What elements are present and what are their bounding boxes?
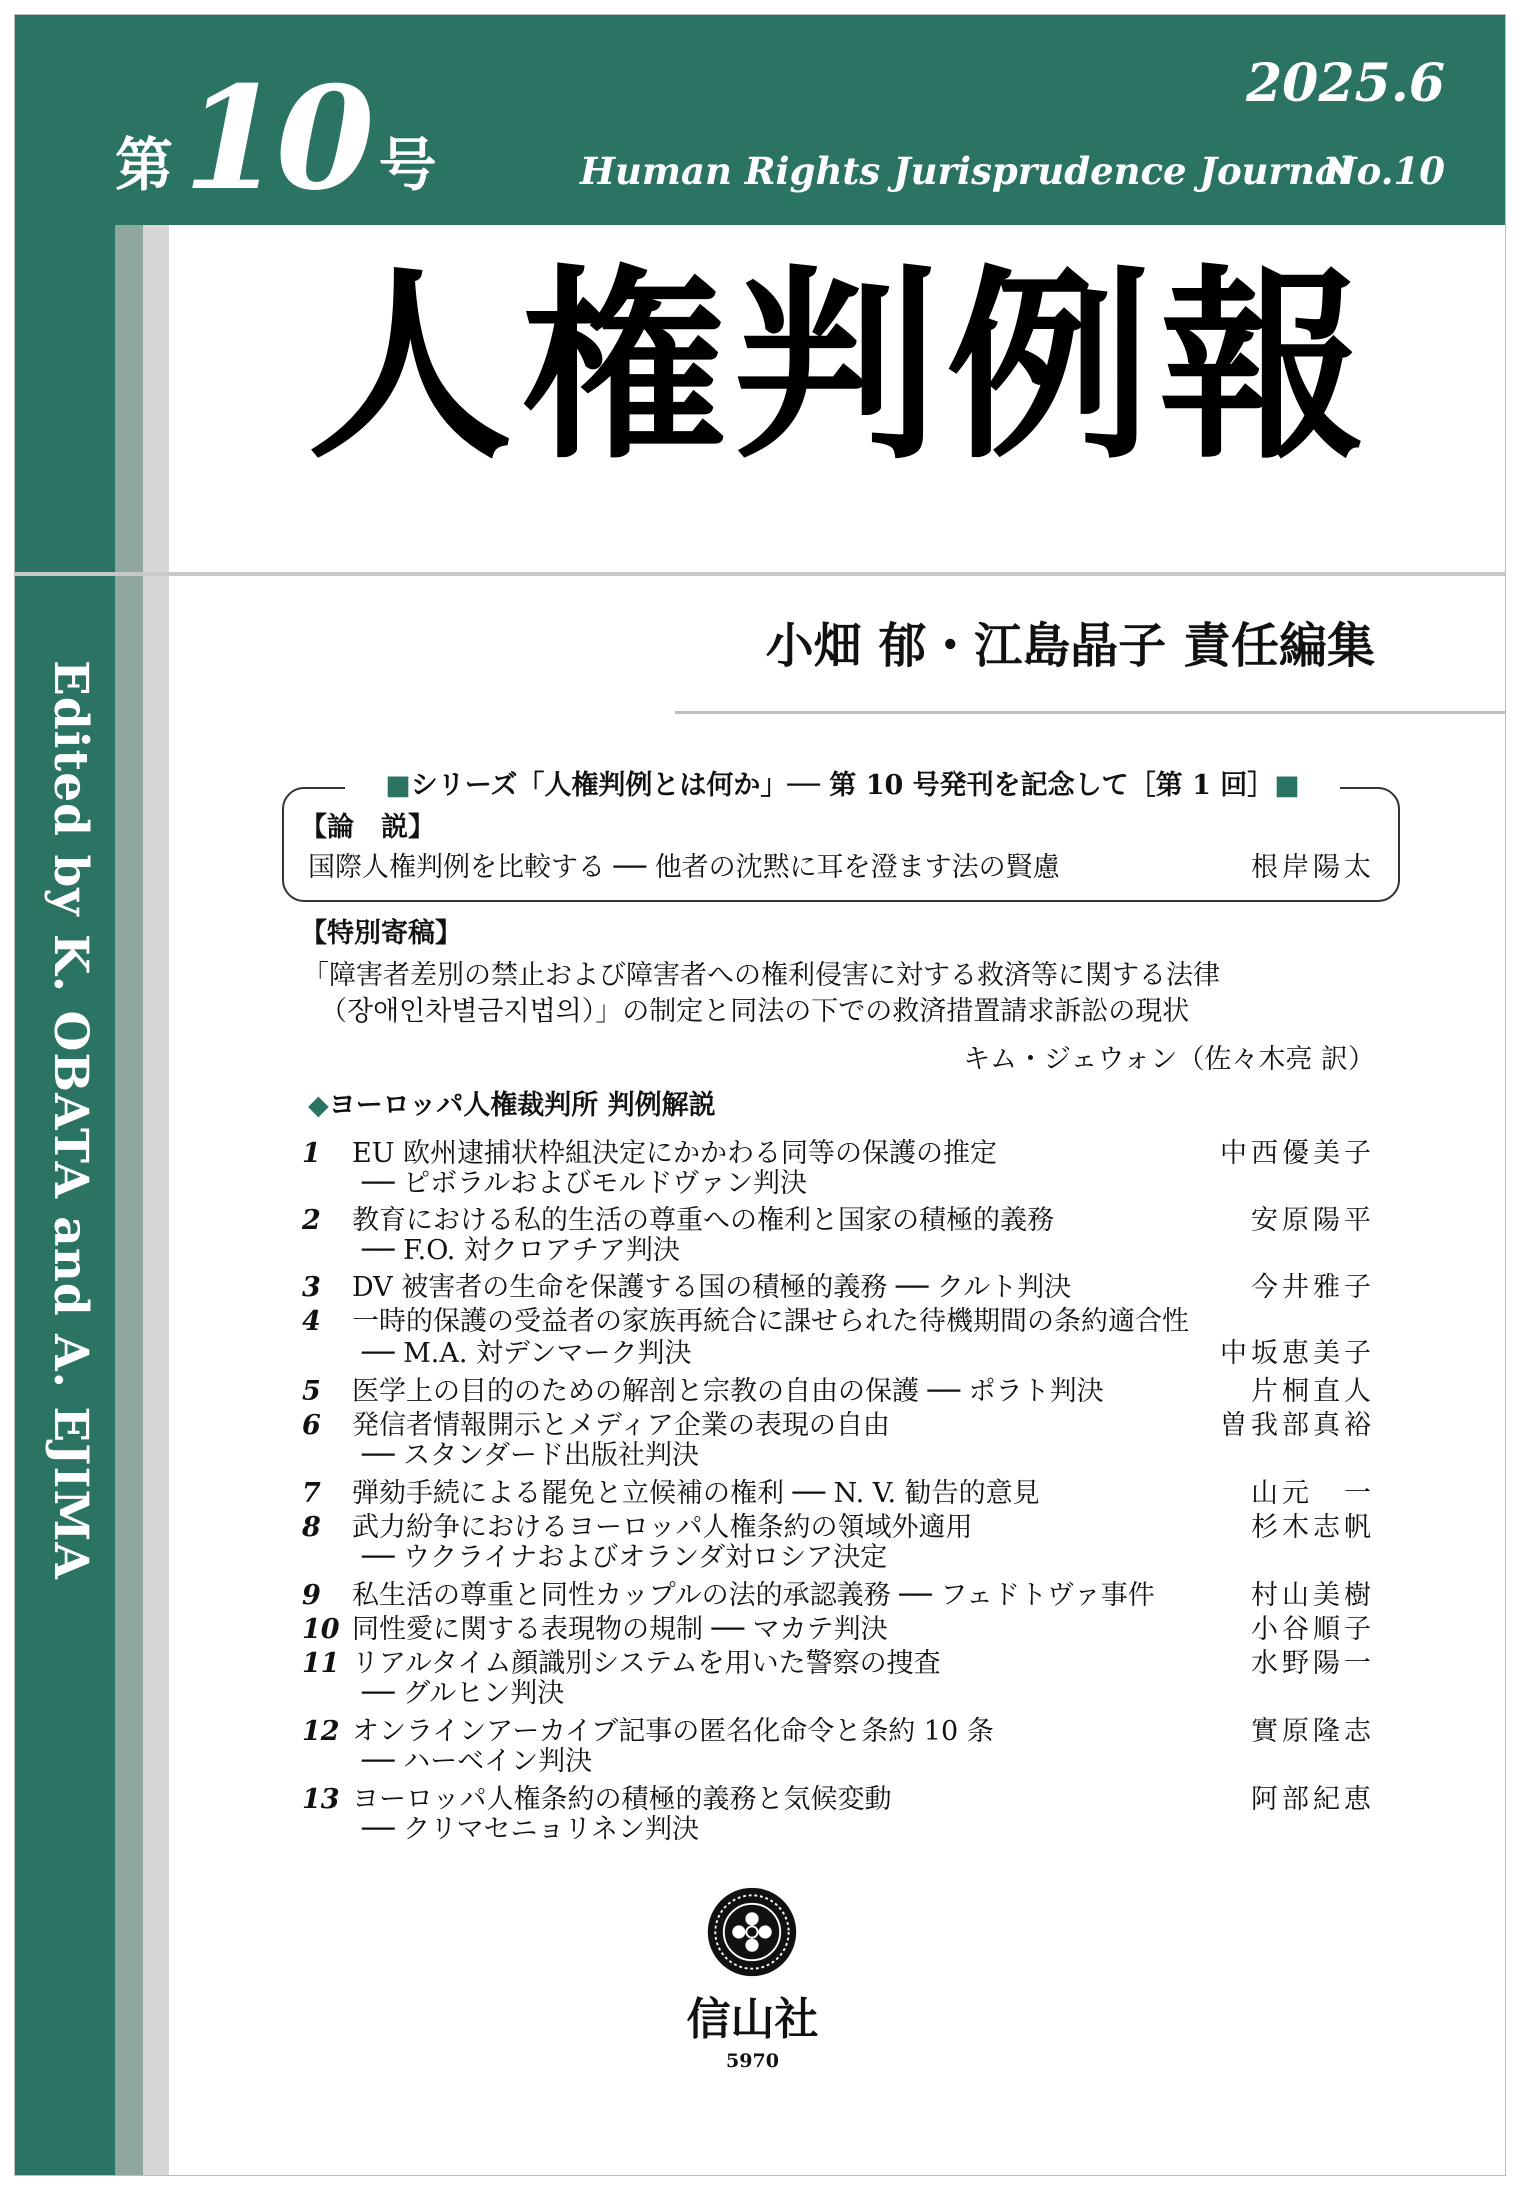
echr-heading	[308, 1090, 716, 1122]
entry-number: 7	[302, 1478, 321, 1509]
entry-title: オンラインアーカイブ記事の匿名化命令と条約 10 条	[352, 1716, 994, 1747]
special-label: 【特別寄稿】	[300, 918, 462, 949]
series-box	[282, 787, 1400, 902]
entry-author: 中西優美子	[1220, 1138, 1375, 1169]
publisher-name: 信山社	[686, 1994, 819, 2045]
entry-subtitle: ── M.A. 対デンマーク判決	[362, 1338, 692, 1369]
entry-title: ヨーロッパ人権条約の積極的義務と気候変動	[352, 1784, 892, 1815]
entry-number: 8	[302, 1512, 321, 1543]
entry-author: 今井雅子	[1251, 1272, 1375, 1303]
entry-number: 12	[302, 1716, 340, 1747]
series-heading	[345, 768, 1340, 804]
publisher-code: 5970	[726, 2050, 779, 2072]
special-title-line-1: 「障害者差別の禁止および障害者への権利侵害に対する救済等に関する法律	[302, 960, 1220, 991]
entry-title: 教育における私的生活の尊重への権利と国家の積極的義務	[352, 1205, 1054, 1236]
entry-title: 一時的保護の受益者の家族再統合に課せられた待機期間の条約適合性	[352, 1306, 1189, 1337]
entry-title: 私生活の尊重と同性カップルの法的承認義務 ── フェドトヴァ事件	[352, 1580, 1155, 1611]
article-title: 国際人権判例を比較する ── 他者の沈黙に耳を澄ます法の賢慮	[308, 852, 1060, 883]
editors-japanese: 小畑 郁・江島晶子 責任編集	[765, 618, 1375, 674]
left-stripe-grey	[115, 225, 143, 2175]
square-marker-icon: ■	[385, 770, 411, 801]
entry-number: 13	[302, 1784, 340, 1815]
entry-title: 弾劾手続による罷免と立候補の権利 ── N. V. 勧告的意見	[352, 1478, 1040, 1509]
entry-title: リアルタイム顔識別システムを用いた警察の捜査	[352, 1648, 941, 1679]
publisher-emblem-icon	[705, 1885, 799, 1979]
entry-author: 阿部紀恵	[1251, 1784, 1375, 1815]
entry-number: 1	[302, 1138, 321, 1169]
entry-author: 片桐直人	[1251, 1376, 1375, 1407]
entry-title: 同性愛に関する表現物の規制 ── マカテ判決	[352, 1614, 888, 1645]
journal-english-title: Human Rights Jurisprudence Journal	[580, 149, 1353, 193]
entry-author: 山元 一	[1251, 1478, 1375, 1509]
entry-number: 4	[302, 1306, 321, 1337]
entry-title: 発信者情報開示とメディア企業の表現の自由	[352, 1410, 890, 1441]
entry-subtitle: ── ウクライナおよびオランダ対ロシア決定	[362, 1542, 888, 1573]
entry-title: DV 被害者の生命を保護する国の積極的義務 ── クルト判決	[352, 1272, 1072, 1303]
special-title-line-2: （장애인차별금지법의）」の制定と同法の下での救済措置請求訴訟の現状	[320, 996, 1190, 1027]
echr-heading-text: ヨーロッパ人権裁判所 判例解説	[328, 1090, 716, 1121]
journal-title: 人権判例報	[307, 247, 1373, 487]
entry-number: 3	[302, 1272, 321, 1303]
left-stripe-light	[143, 225, 169, 2175]
issue-suffix: 号	[378, 131, 437, 199]
editors-english: Edited by K. OBATA and A. EJIMA	[43, 660, 98, 1580]
entry-author: 水野陽一	[1251, 1648, 1375, 1679]
issue-label	[115, 56, 437, 222]
entry-subtitle: ── F.O. 対クロアチア判決	[362, 1235, 680, 1266]
entry-author: 曽我部真裕	[1220, 1410, 1375, 1441]
entry-author: 實原隆志	[1251, 1716, 1375, 1747]
article-label: 【論 説】	[300, 812, 435, 843]
entry-title: EU 欧州逮捕状枠組決定にかかわる同等の保護の推定	[352, 1138, 998, 1169]
entry-number: 6	[302, 1410, 321, 1441]
entry-title: 医学上の目的のための解剖と宗教の自由の保護 ── ポラト判決	[352, 1376, 1104, 1407]
entry-subtitle: ── ハーベイン判決	[362, 1746, 593, 1777]
entry-author: 小谷順子	[1251, 1614, 1375, 1645]
issue-prefix: 第	[115, 131, 174, 199]
diamond-marker-icon: ◆	[308, 1090, 329, 1121]
article-author: 根岸陽太	[1251, 852, 1375, 883]
journal-number: No.10	[1322, 149, 1445, 193]
entry-author: 中坂恵美子	[1220, 1338, 1375, 1369]
entry-number: 9	[302, 1580, 321, 1611]
entry-author: 杉木志帆	[1251, 1512, 1375, 1543]
title-divider	[15, 572, 1505, 576]
entry-author: 安原陽平	[1251, 1205, 1375, 1236]
square-marker-icon: ■	[1274, 770, 1300, 801]
entry-title: 武力紛争におけるヨーロッパ人権条約の領域外適用	[352, 1512, 973, 1543]
entry-subtitle: ── クリマセニョリネン判決	[362, 1814, 700, 1845]
special-author: キム・ジェウォン（佐々木亮 訳）	[963, 1044, 1375, 1075]
entry-number: 5	[302, 1376, 321, 1407]
entry-number: 10	[302, 1614, 340, 1645]
entry-author: 村山美樹	[1251, 1580, 1375, 1611]
publication-date: 2025.6	[1245, 53, 1445, 114]
entry-subtitle: ── グルヒン判決	[362, 1678, 565, 1709]
entry-number: 2	[302, 1205, 321, 1236]
entry-subtitle: ── ピボラルおよびモルドヴァン判決	[362, 1168, 808, 1199]
editors-divider	[675, 711, 1505, 714]
entry-number: 11	[302, 1648, 340, 1679]
series-heading-text: シリーズ「人権判例とは何か」── 第 10 号発刊を記念して［第 1 回］	[410, 770, 1275, 801]
issue-number: 10	[183, 56, 369, 222]
entry-subtitle: ── スタンダード出版社判決	[362, 1440, 700, 1471]
